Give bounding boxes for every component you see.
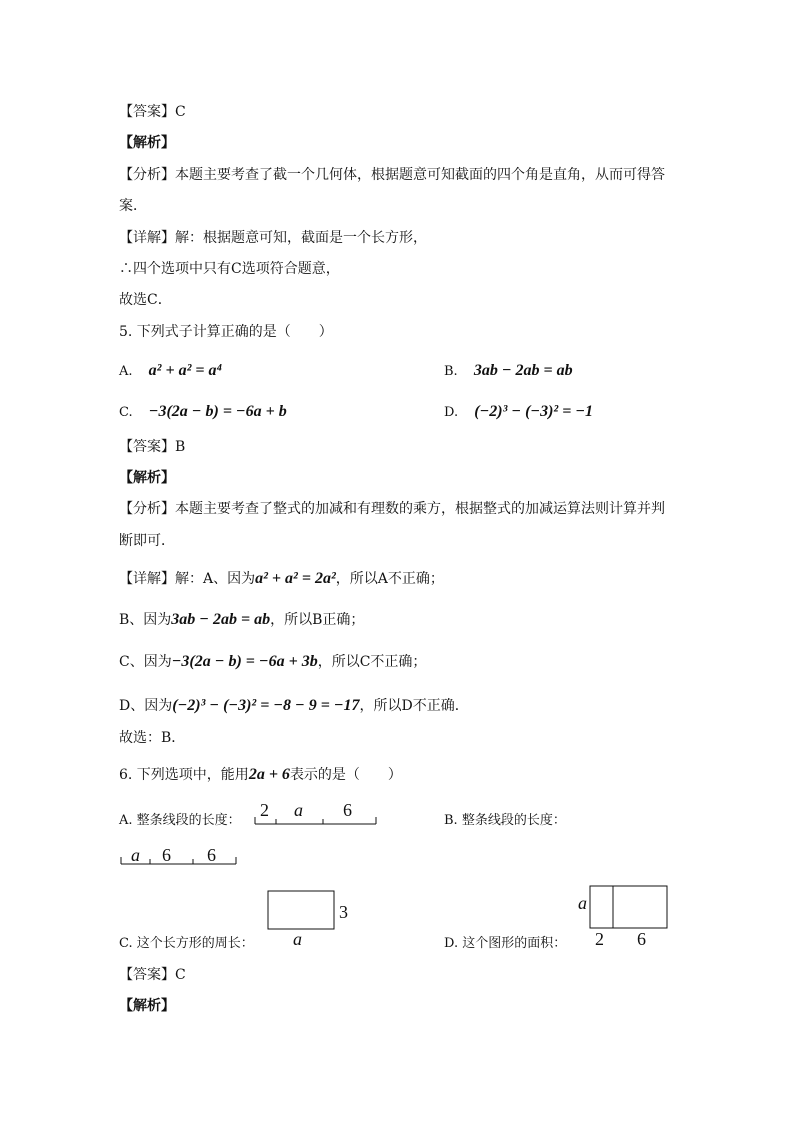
- option-label: D.: [444, 405, 459, 420]
- detail-text: C、因为: [119, 654, 172, 670]
- stem-text: 6. 下列选项中，能用: [119, 767, 249, 783]
- rectangle-figure-c: [268, 891, 334, 929]
- seg-a-label-3: 6: [343, 800, 352, 820]
- rect-d-bottom-label-1: 2: [595, 929, 604, 949]
- stem-text: 表示的是（ ）: [289, 767, 402, 783]
- detail-text: ，所以A不正确；: [335, 571, 444, 587]
- option-label: A.: [119, 364, 133, 379]
- option-label: B.: [444, 364, 458, 379]
- segment-figure-a: [255, 817, 376, 824]
- q5-analysis-line2: 断即可．: [119, 533, 175, 549]
- detail-formula: 3ab − 2ab = ab: [171, 611, 271, 628]
- detail-formula: (−2)³ − (−3)² = −8 − 9 = −17: [172, 697, 360, 714]
- q5-jiexi-heading: 【解析】: [119, 470, 175, 486]
- q4-jiexi-heading: 【解析】: [119, 135, 175, 151]
- detail-formula: a² + a² = 2a²: [255, 570, 336, 587]
- rect-c-bottom-label: a: [293, 929, 302, 949]
- option-formula: −3(2a − b) = −6a + b: [148, 403, 287, 420]
- rect-c-side-label: 3: [339, 902, 348, 922]
- detail-formula: −3(2a − b) = −6a + 3b: [171, 653, 318, 670]
- q5-answer: 【答案】B: [119, 439, 186, 455]
- detail-text: ，所以C不正确；: [317, 654, 427, 670]
- q6-option-a-label: A. 整条线段的长度：: [119, 813, 241, 828]
- seg-b-label-2: 6: [162, 845, 171, 865]
- q4-answer: 【答案】C: [119, 104, 186, 120]
- seg-b-label-3: 6: [207, 845, 216, 865]
- option-formula: (−2)³ − (−3)² = −1: [474, 403, 594, 420]
- option-label: C.: [119, 405, 133, 420]
- rectangle-figure-d: [590, 886, 667, 928]
- option-formula: a² + a² = a⁴: [148, 362, 223, 379]
- q5-conclusion: 故选：B．: [119, 730, 186, 746]
- q6-jiexi-heading: 【解析】: [119, 998, 175, 1014]
- detail-text: ，所以B正确；: [270, 612, 365, 628]
- q4-detail-line1: 【详解】解：根据题意可知，截面是一个长方形，: [119, 230, 427, 246]
- rect-d-left-label: a: [578, 893, 587, 913]
- seg-b-label-1: a: [131, 845, 140, 865]
- rect-d-bottom-label-2: 6: [637, 929, 646, 949]
- detail-text: 【详解】解：A、因为: [119, 571, 256, 587]
- detail-text: D、因为: [119, 698, 173, 714]
- q4-detail-line3: 故选C．: [119, 292, 172, 308]
- detail-text: B、因为: [119, 612, 172, 628]
- q5-analysis-line1: 【分析】本题主要考查了整式的加减和有理数的乘方，根据整式的加减运算法则计算并判: [119, 501, 665, 517]
- seg-a-label-1: 2: [260, 800, 269, 820]
- stem-formula: 2a + 6: [248, 766, 290, 783]
- seg-a-label-2: a: [294, 800, 303, 820]
- q4-analysis-line2: 案．: [119, 198, 147, 214]
- q6-option-b-label: B. 整条线段的长度：: [444, 813, 566, 828]
- q6-option-c-label: C. 这个长方形的周长：: [119, 936, 254, 951]
- option-formula: 3ab − 2ab = ab: [473, 362, 573, 379]
- q5-stem: 5. 下列式子计算正确的是（ ）: [119, 324, 333, 340]
- q4-analysis-line1: 【分析】本题主要考查了截一个几何体，根据题意可知截面的四个角是直角，从而可得答: [119, 167, 665, 183]
- q6-answer: 【答案】C: [119, 967, 186, 983]
- q4-detail-line2: ∴四个选项中只有C选项符合题意，: [119, 261, 340, 277]
- q6-option-d-label: D. 这个图形的面积：: [444, 936, 567, 951]
- detail-text: ，所以D不正确．: [359, 698, 469, 714]
